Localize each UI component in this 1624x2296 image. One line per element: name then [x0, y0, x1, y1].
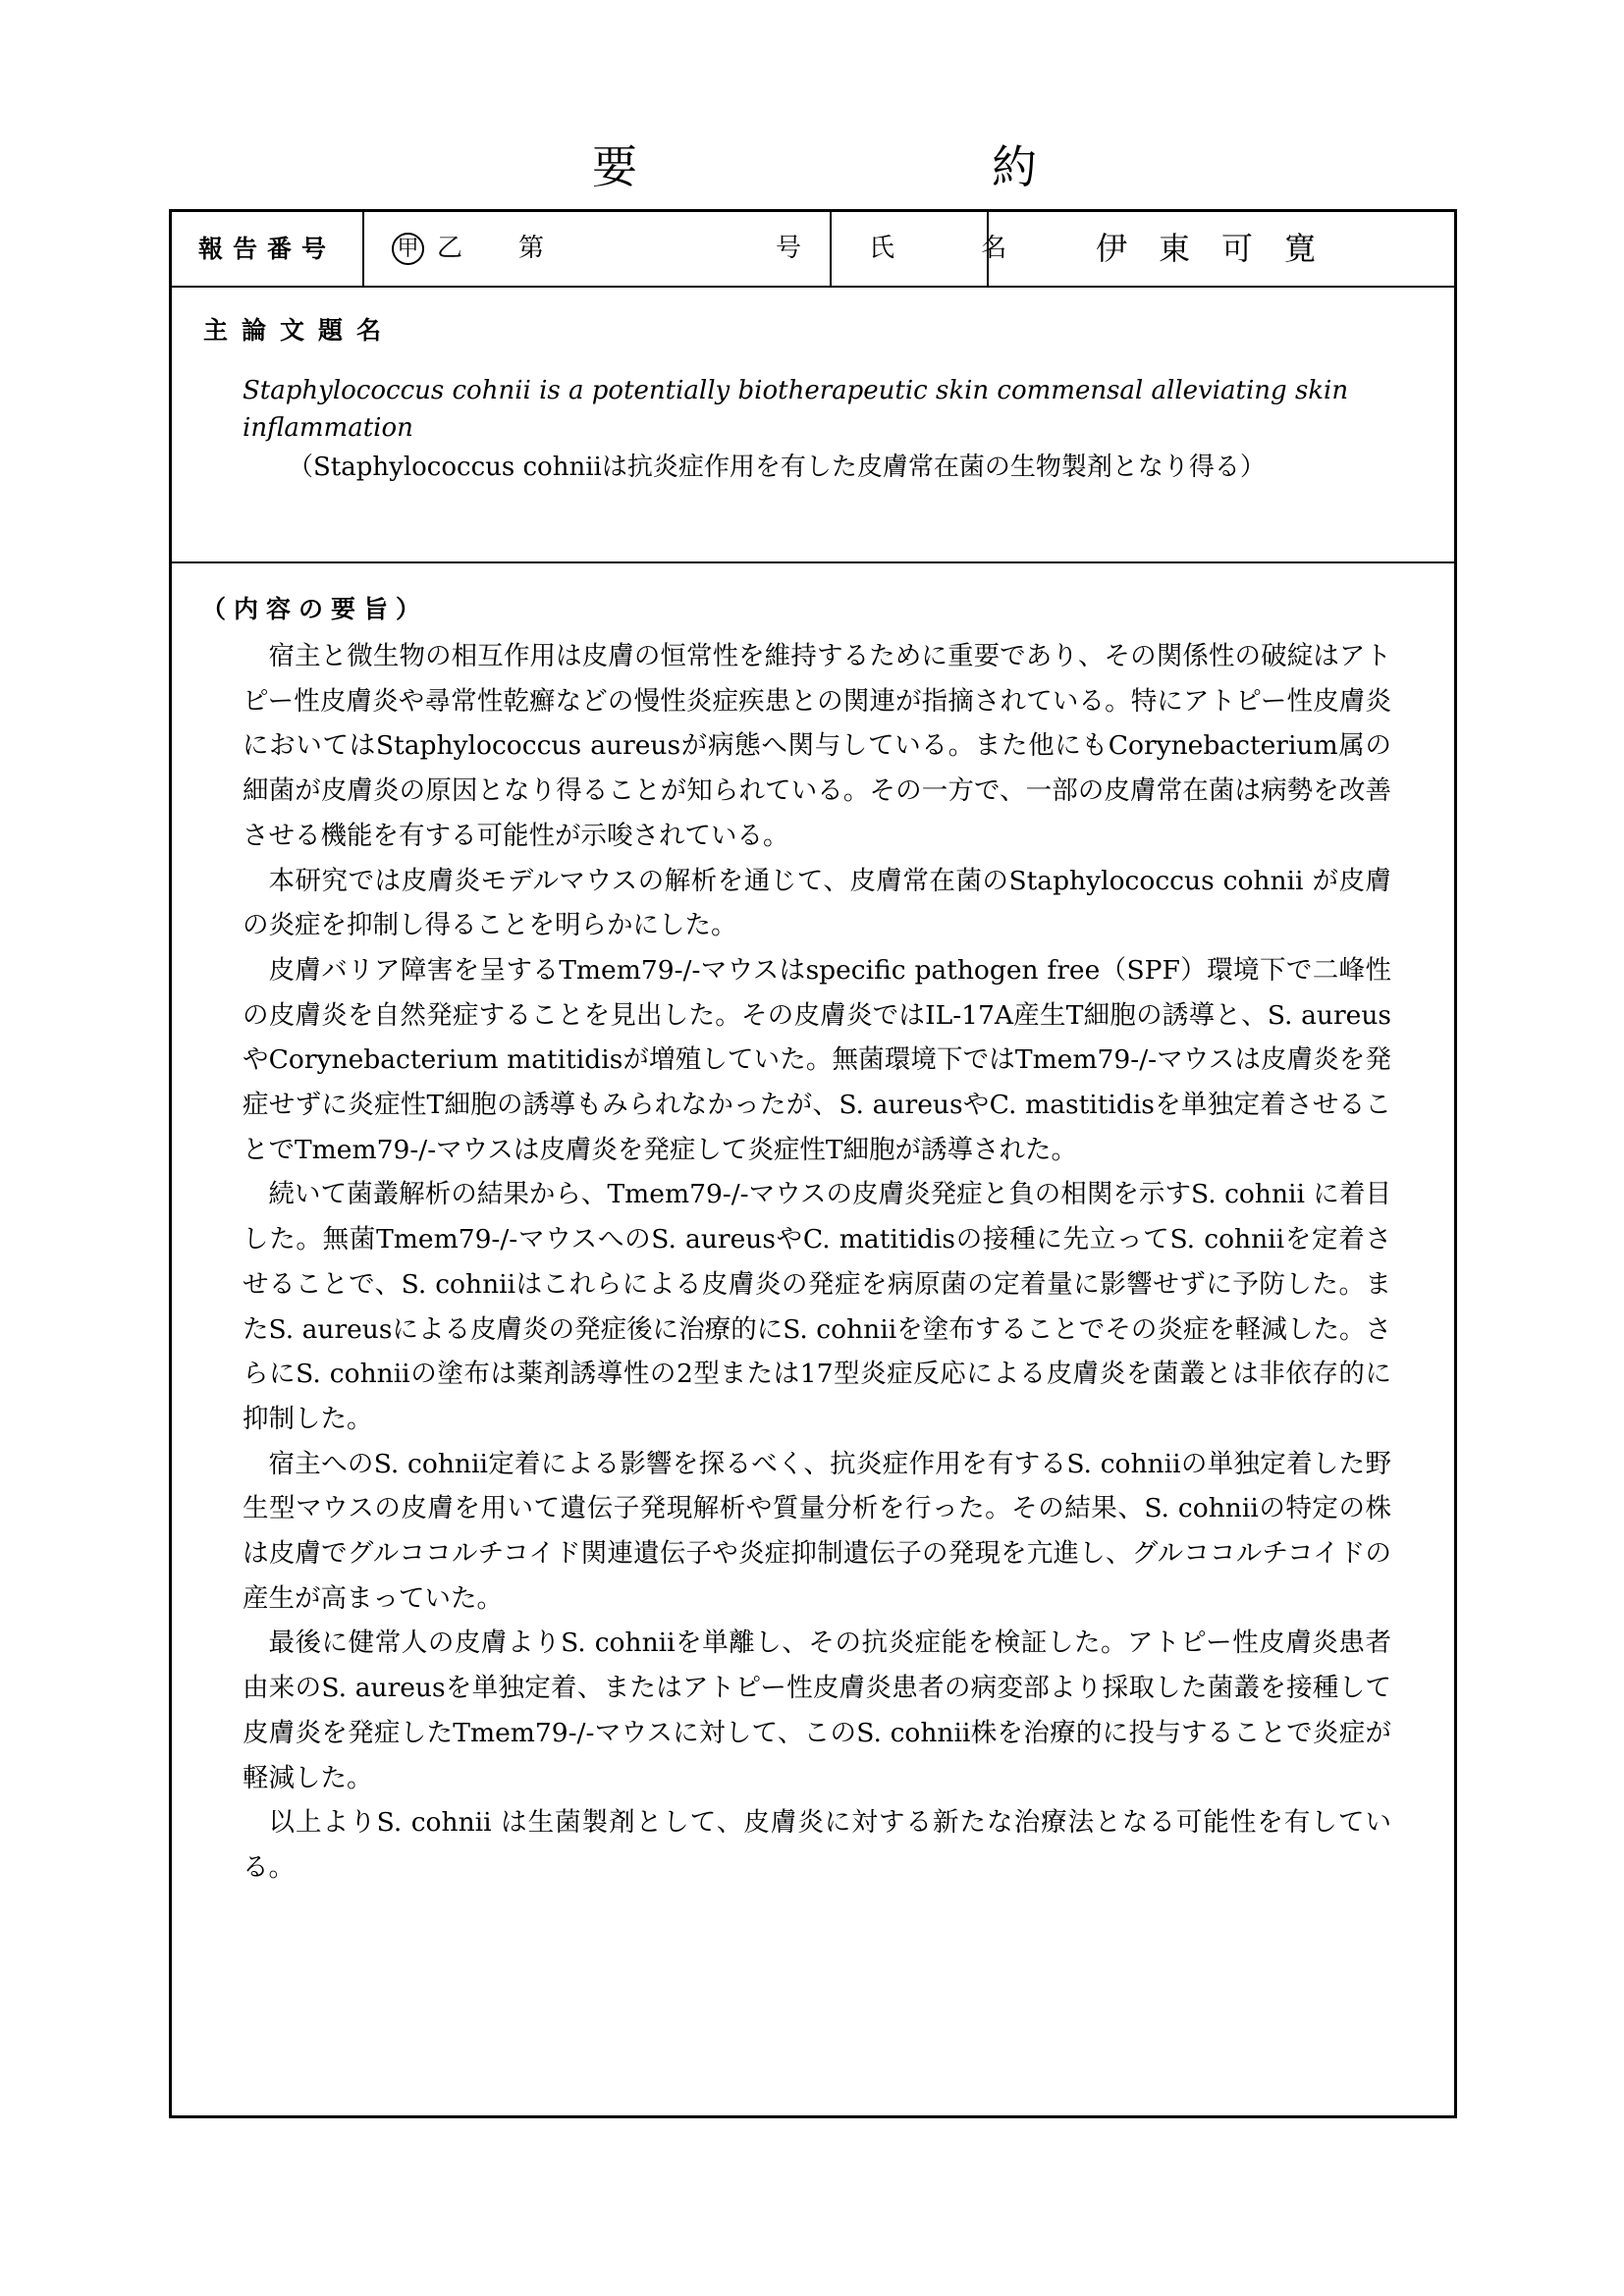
summary-label: （内容の要旨）: [201, 595, 429, 623]
otsu-text: 乙: [437, 234, 463, 263]
summary-body: [243, 634, 1391, 1891]
document-frame: [169, 209, 1457, 2118]
title-section: [172, 288, 1454, 563]
header-row: [172, 212, 1454, 288]
document-heading: [0, 137, 1624, 196]
summary-paragraph: 続いて菌叢解析の結果から、Tmem79-/-マウスの皮膚炎発症と負の相関を示すS. cohnii に着目した。無菌Tmem79-/-マウスへのS. aureusやC. matitidisの接種に先立ってS. cohniiを定着させることで、S. cohniiはこれらによる皮膚炎の発症を病原菌の定着量に影響せずに予防した。またS. aureusによる皮膚炎の発症後に治療的にS. cohniiを塗布することでその炎症を軽減した。さらにS. cohniiの塗布は薬剤誘導性の2型または17型炎症反応による皮膚炎を菌叢とは非依存的に抑制した。: [243, 1179, 1391, 1434]
heading-char-1: 要: [592, 140, 637, 193]
circled-kou-mark: 甲: [392, 233, 424, 265]
japanese-title: （Staphylococcus cohniiは抗炎症作用を有した皮膚常在菌の生物製剤となり得る）: [288, 453, 1266, 482]
name-label: 氏 名: [869, 234, 1047, 263]
author-name: 伊東可寛: [1095, 230, 1347, 267]
dai-text: 第: [518, 234, 545, 263]
summary-paragraph: 宿主へのS. cohnii定着による影響を探るべく、抗炎症作用を有するS. cohniiの単独定着した野生型マウスの皮膚を用いて遺伝子発現解析や質量分析を行った。その結果、S. cohniiの特定の株は皮膚でグルココルチコイド関連遺伝子や炎症抑制遺伝子の発現を亢進し、グルココルチコイドの産生が高まっていた。: [243, 1448, 1391, 1614]
heading-char-2: 約: [992, 140, 1037, 193]
summary-paragraph: 本研究では皮膚炎モデルマウスの解析を通じて、皮膚常在菌のStaphylococcus cohnii が皮膚の炎症を抑制し得ることを明らかにした。: [243, 865, 1391, 941]
summary-paragraph: 皮膚バリア障害を呈するTmem79-/-マウスはspecific pathogen free（SPF）環境下で二峰性の皮膚炎を自然発症することを見出した。その皮膚炎ではIL-17A産生T細胞の誘導と、S. aureusやCorynebacterium matitidisが増殖していた。無菌環境下ではTmem79-/-マウスは皮膚炎を発症せずに炎症性T細胞の誘導もみられなかったが、S. aureusやC. mastitidisを単独定着させることでTmem79-/-マウスは皮膚炎を発症して炎症性T細胞が誘導された。: [243, 954, 1391, 1165]
summary-paragraph: 最後に健常人の皮膚よりS. cohniiを単離し、その抗炎症能を検証した。アトピー性皮膚炎患者由来のS. aureusを単独定着、またはアトピー性皮膚炎患者の病変部より採取した菌叢を接種して皮膚炎を発症したTmem79-/-マウスに対して、このS. cohnii株を治療的に投与することで炎症が軽減した。: [243, 1628, 1391, 1793]
summary-paragraph: 以上よりS. cohnii は生菌製剤として、皮膚炎に対する新たな治療法となる可能性を有している。: [243, 1807, 1391, 1883]
title-label: 主論文題名: [203, 316, 396, 345]
summary-paragraph: 宿主と微生物の相互作用は皮膚の恒常性を維持するために重要であり、その関係性の破綻はアトピー性皮膚炎や尋常性乾癬などの慢性炎症疾患との関連が指摘されている。特にアトピー性皮膚炎においてはStaphylococcus aureusが病態へ関与している。また他にもCorynebacterium属の細菌が皮膚炎の原因となり得ることが知られている。その一方で、一部の皮膚常在菌は病勢を改善させる機能を有する可能性が示唆されている。: [243, 641, 1391, 851]
gou-text: 号: [776, 234, 802, 263]
report-number-cell: [364, 212, 832, 286]
english-title: Staphylococcus cohnii is a potentially biotherapeutic skin commensal alleviating skin inflammation: [243, 376, 1349, 443]
report-number-label: 報告番号: [172, 212, 364, 286]
